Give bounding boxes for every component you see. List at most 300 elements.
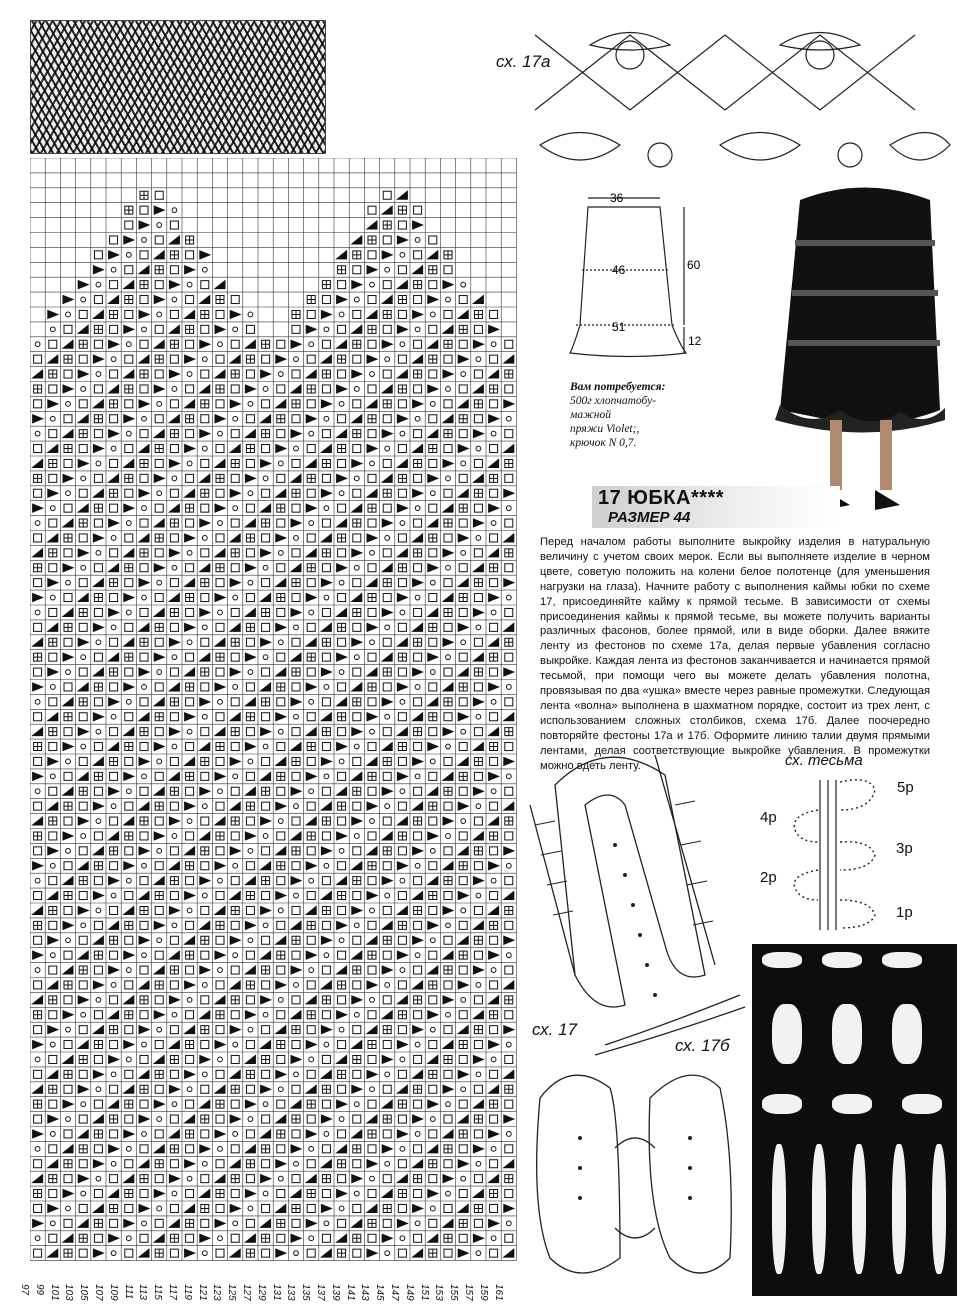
chart-axis-label: 113 [137,1284,149,1300]
chart-symbol [353,877,361,885]
chart-symbol [504,1070,514,1078]
chart-symbol [291,519,301,527]
chart-symbol [353,489,361,497]
chart-symbol [186,340,194,348]
chart-symbol [353,445,361,453]
chart-symbol [337,1145,347,1153]
chart-symbol [443,594,453,602]
chart-symbol [154,832,164,840]
chart-symbol [353,847,361,855]
chart-symbol [140,1234,148,1242]
chart-symbol [63,1011,73,1019]
chart-symbol [368,564,376,572]
chart-symbol [291,1011,301,1019]
chart-symbol [458,489,468,497]
chart-symbol [382,519,392,527]
chart-symbol [322,1085,330,1093]
chart-symbol [458,1026,468,1034]
chart-symbol [461,550,466,555]
chart-symbol [140,1085,148,1093]
chart-symbol [202,267,207,272]
chart-symbol [368,236,376,244]
chart-symbol [276,1026,286,1034]
chart-symbol [306,1041,316,1049]
chart-symbol [64,683,72,691]
chart-symbol [429,638,437,646]
chart-symbol [49,817,57,825]
chart-symbol [353,1204,361,1212]
chart-symbol [474,1041,482,1049]
chart-symbol [458,802,468,810]
chart-symbol [367,221,377,229]
chart-symbol [215,325,225,333]
chart-symbol [49,1145,57,1153]
chart-symbol [307,757,315,765]
chart-symbol [382,564,392,572]
chart-symbol [186,519,194,527]
chart-symbol [262,1249,270,1257]
chart-symbol [124,1175,134,1183]
chart-symbol [215,281,225,289]
chart-symbol [473,1190,483,1198]
chart-symbol [474,459,482,467]
requirements-heading: Вам потребуется: [570,381,666,393]
chart-symbol [154,1190,164,1198]
chart-symbol [63,832,73,840]
chart-symbol [216,385,224,393]
chart-symbol [443,1219,453,1227]
chart-symbol [155,1175,163,1183]
chart-symbol [443,728,453,736]
chart-symbol [169,415,179,423]
chart-symbol [93,936,103,944]
chart-symbol [246,728,254,736]
chart-symbol [261,728,271,736]
lace-closeup-photo [752,944,957,1296]
chart-symbol [48,936,58,944]
chart-symbol [429,325,437,333]
chart-symbol [110,310,118,318]
chart-symbol [262,445,270,453]
chart-symbol [446,744,451,749]
chart-symbol [155,906,163,914]
chart-symbol [504,623,514,631]
chart-symbol [155,370,163,378]
chart-symbol [368,683,376,691]
chart-symbol [352,1085,362,1093]
chart-symbol [201,728,209,736]
chart-symbol [307,400,315,408]
chart-symbol [306,951,316,959]
chart-symbol [34,1204,42,1212]
chart-symbol [338,281,346,289]
chart-symbol [125,921,133,929]
chart-symbol [414,906,422,914]
chart-symbol [248,401,253,406]
chart-symbol [292,757,300,765]
chart-symbol [505,430,513,438]
chart-symbol [48,1160,58,1168]
chart-symbol [231,966,239,974]
chart-symbol [187,819,192,824]
chart-symbol [473,430,483,438]
chart-symbol [383,415,391,423]
chart-symbol [111,714,116,719]
chart-symbol [245,608,255,616]
chart-symbol [489,549,499,557]
chart-symbol [292,1115,300,1123]
chart-symbol [383,1085,391,1093]
chart-symbol [216,296,224,304]
chart-symbol [444,1204,452,1212]
chart-symbol [34,892,42,900]
chart-symbol [246,623,254,631]
chart-symbol [428,519,438,527]
chart-symbol [459,653,467,661]
chart-symbol [277,1011,285,1019]
chart-symbol [63,743,73,751]
chart-symbol [414,608,422,616]
chart-symbol [397,549,407,557]
chart-symbol [110,1204,118,1212]
chart-symbol [383,906,391,914]
chart-symbol [169,459,179,467]
chart-symbol [155,1070,163,1078]
chart-symbol [215,862,225,870]
chart-symbol [246,594,254,602]
chart-symbol [185,1204,195,1212]
chart-axis-label: 115 [152,1284,164,1300]
chart-symbol [169,504,179,512]
chart-symbol [79,579,87,587]
chart-symbol [263,655,268,660]
chart-symbol [354,1012,359,1017]
chart-symbol [428,296,438,304]
chart-symbol [338,683,346,691]
chart-symbol [398,445,406,453]
chart-symbol [322,638,330,646]
chart-symbol [474,400,482,408]
chart-symbol [66,670,71,675]
chart-symbol [231,698,239,706]
chart-symbol [505,877,513,885]
chart-symbol [322,549,330,557]
chart-symbol [125,847,133,855]
chart-symbol [398,892,406,900]
chart-symbol [354,1102,359,1107]
chart-symbol [78,1219,88,1227]
chart-symbol [246,1249,254,1257]
chart-symbol [185,534,195,542]
chart-symbol [155,1085,163,1093]
chart-symbol [79,698,87,706]
chart-symbol [109,1011,119,1019]
chart-symbol [370,640,375,645]
chart-symbol [170,266,178,274]
scheme-17b-diagram [520,1058,752,1298]
chart-symbol [458,757,468,765]
chart-symbol [94,1100,102,1108]
chart-symbol [140,519,148,527]
chart-symbol [231,1100,239,1108]
chart-symbol [48,1026,58,1034]
chart-symbol [218,521,223,526]
chart-symbol [34,757,42,765]
chart-symbol [382,1234,392,1242]
chart-symbol [383,817,391,825]
chart-symbol [444,355,452,363]
chart-symbol [429,1130,437,1138]
chart-symbol [245,698,255,706]
chart-symbol [248,1117,253,1122]
chart-symbol [370,1087,375,1092]
chart-symbol [337,296,347,304]
chart-symbol [353,802,361,810]
chart-symbol [354,476,359,481]
chart-symbol [125,936,133,944]
chart-symbol [352,236,362,244]
chart-symbol [245,1011,255,1019]
chart-symbol [64,549,72,557]
chart-symbol [322,340,330,348]
chart-symbol [170,534,178,542]
chart-symbol [474,951,482,959]
chart-symbol [474,310,482,318]
chart-symbol [110,906,118,914]
chart-symbol [506,1042,511,1047]
chart-symbol [94,430,102,438]
chart-symbol [337,966,347,974]
chart-axis-label: 133 [285,1284,297,1301]
chart-symbol [215,1130,225,1138]
chart-symbol [78,683,88,691]
chart-symbol [368,296,376,304]
chart-symbol [504,936,514,944]
chart-symbol [443,370,453,378]
chart-symbol [111,983,116,988]
chart-axis-label: 157 [463,1284,474,1301]
chart-symbol [505,459,513,467]
chart-symbol [476,1161,481,1166]
chart-symbol [48,757,58,765]
chart-symbol [382,1055,392,1063]
chart-symbol [292,325,300,333]
chart-symbol [64,862,72,870]
chart-symbol [34,474,42,482]
chart-symbol [277,772,285,780]
chart-symbol [109,877,119,885]
chart-symbol [125,892,133,900]
chart-symbol [109,385,119,393]
chart-symbol [216,802,224,810]
chart-symbol [337,1011,347,1019]
skirt-pattern-drawing [560,185,710,365]
chart-symbol [215,996,225,1004]
chart-symbol [458,1160,468,1168]
chart-symbol [81,387,86,392]
chart-symbol [321,713,331,721]
chart-symbol [186,1130,194,1138]
chart-symbol [155,951,163,959]
chart-symbol [125,266,133,274]
chart-symbol [96,1087,101,1092]
chart-symbol [383,310,391,318]
chart-symbol [277,474,285,482]
chart-symbol [262,847,270,855]
chart-symbol [169,236,179,244]
chart-symbol [94,1190,102,1198]
chart-symbol [48,623,58,631]
chart-symbol [142,774,147,779]
chart-symbol [246,370,254,378]
chart-symbol [110,1219,118,1227]
chart-symbol [246,892,254,900]
chart-symbol [96,372,101,377]
chart-symbol [443,325,453,333]
chart-symbol [201,504,209,512]
chart-symbol [277,608,285,616]
chart-symbol [140,877,148,885]
chart-symbol [352,504,362,512]
chart-symbol [172,1102,177,1107]
chart-symbol [309,1236,314,1241]
chart-symbol [64,772,72,780]
chart-symbol [109,608,119,616]
chart-symbol [93,489,103,497]
chart-symbol [186,787,194,795]
chart-symbol [397,281,407,289]
chart-symbol [430,401,435,406]
chart-symbol [383,1115,391,1123]
chart-symbol [338,996,346,1004]
chart-symbol [291,1190,301,1198]
chart-symbol [292,415,300,423]
chart-symbol [110,757,118,765]
chart-symbol [49,1100,57,1108]
chart-symbol [398,832,406,840]
chart-symbol [110,1130,118,1138]
chart-symbol [397,325,407,333]
chart-symbol [126,1057,131,1062]
chart-symbol [307,921,315,929]
chart-symbol [125,579,133,587]
chart-symbol [397,951,407,959]
chart-symbol [461,461,466,466]
chart-symbol [397,236,407,244]
chart-symbol [157,1206,162,1211]
chart-symbol [489,906,499,914]
chart-symbol [338,266,346,274]
chart-symbol [368,206,376,214]
chart-symbol [34,847,42,855]
chart-symbol [383,504,391,512]
chart-symbol [201,1219,209,1227]
chart-symbol [157,401,162,406]
chart-symbol [201,579,209,587]
chart-symbol [79,1115,87,1123]
chart-axis-label: 103 [63,1284,75,1301]
chart-symbol [216,1100,224,1108]
chart-symbol [154,653,164,661]
chart-symbol [368,251,376,259]
chart-symbol [49,653,57,661]
chart-symbol [78,728,88,736]
chart-symbol [337,340,347,348]
chart-symbol [169,549,179,557]
chart-symbol [50,685,55,690]
chart-symbol [383,996,391,1004]
chart-symbol [354,655,359,660]
chart-symbol [291,787,301,795]
chart-symbol [490,1070,498,1078]
chart-symbol [353,355,361,363]
chart-symbol [428,340,438,348]
chart-symbol [93,1204,103,1212]
chart-symbol [307,489,315,497]
chart-symbol [414,1190,422,1198]
chart-symbol [352,772,362,780]
chart-symbol [292,1175,300,1183]
chart-symbol [35,789,40,794]
chart-symbol [414,1085,422,1093]
chart-symbol [414,549,422,557]
chart-symbol [490,564,498,572]
chart-symbol [170,787,178,795]
chart-symbol [444,757,452,765]
chart-symbol [246,355,254,363]
chart-symbol [218,968,223,973]
chart-symbol [78,504,88,512]
chart-symbol [292,862,300,870]
chart-symbol [504,489,514,497]
chart-symbol [33,1175,43,1183]
chart-symbol [354,923,359,928]
chart-symbol [142,1042,147,1047]
chart-symbol [490,1204,498,1212]
chart-symbol [246,445,254,453]
chart-symbol [35,968,40,973]
chart-symbol [110,668,118,676]
chart-symbol [230,936,240,944]
chart-symbol [309,521,314,526]
chart-symbol [444,1055,452,1063]
chart-symbol [263,1012,268,1017]
model-photo [770,170,960,530]
chart-symbol [337,608,347,616]
chart-symbol [64,355,72,363]
chart-symbol [474,1219,482,1227]
chart-symbol [459,832,467,840]
chart-symbol [414,385,422,393]
chart-symbol [459,430,467,438]
chart-symbol [262,698,270,706]
chart-symbol [428,385,438,393]
chart-symbol [397,504,407,512]
chart-symbol [367,355,377,363]
chart-symbol [382,653,392,661]
chart-symbol [126,610,131,615]
chart-symbol [200,1190,210,1198]
chart-symbol [490,1115,498,1123]
chart-symbol [278,997,283,1002]
chart-symbol [353,340,361,348]
chart-symbol [458,534,468,542]
chart-axis-label: 121 [196,1284,208,1301]
chart-symbol [352,683,362,691]
chart-symbol [169,772,179,780]
chart-symbol [338,802,346,810]
chart-symbol [339,491,344,496]
